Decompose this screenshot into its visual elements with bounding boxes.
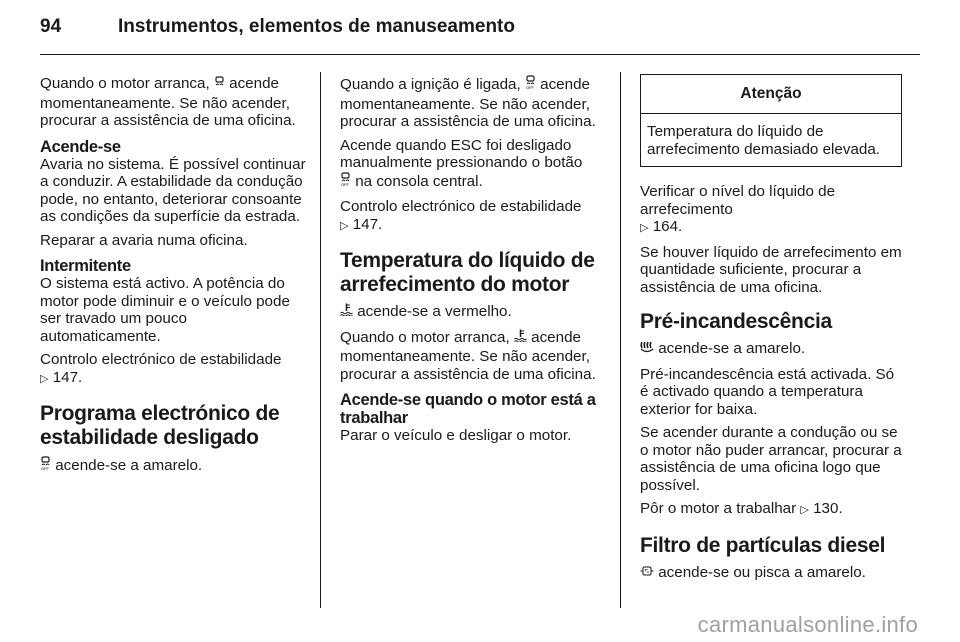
- section-title: Temperatura do líquido de arrefecimento do motor: [340, 249, 595, 296]
- reference-arrow-icon: ▷: [640, 222, 649, 234]
- paragraph: Avaria no sistema. É possível continuar a conduzir. A estabilidade da condução pode, no entanto, deteriorar consoante as condições da superfície da estrada.: [40, 155, 306, 225]
- paragraph: O sistema está activo. A potência do motor pode diminuir e o veículo pode ser travado um pouco automaticamente.: [40, 275, 290, 345]
- page-number: 94: [40, 16, 62, 37]
- paragraph: Verificar o nível do líquido de arrefecimento ▷ 164.: [640, 183, 836, 235]
- paragraph: acende-se a amarelo.: [640, 340, 902, 360]
- paragraph: Controlo electrónico de estabilidade ▷ 147.: [340, 198, 582, 233]
- chapter-title: Instrumentos, elementos de manuseamento: [118, 16, 515, 37]
- paragraph: OFF acende-se a amarelo.: [40, 456, 306, 477]
- section-heading: Acende-se: [40, 137, 121, 156]
- column-2: [340, 75, 606, 451]
- diesel-particle-filter-icon: [640, 565, 654, 584]
- svg-text:OFF: OFF: [341, 181, 349, 186]
- paragraph: Quando a ignição é ligada, OFF acende momentaneamente. Se não acender, procurar a assistência de uma oficina.: [340, 76, 596, 130]
- reference-arrow-icon: ▷: [340, 219, 349, 232]
- column-divider: [620, 72, 621, 608]
- reference-arrow-icon: ▷: [40, 372, 49, 385]
- paragraph: Se houver líquido de arrefecimento em quantidade suficiente, procurar a assistência de uma oficina.: [640, 243, 902, 296]
- svg-text:OFF: OFF: [525, 85, 534, 89]
- paragraph: acende-se a vermelho.: [340, 303, 606, 323]
- section-title: Programa electrónico de estabilidade desligado: [40, 402, 280, 449]
- column-1: [40, 75, 306, 483]
- attention-title: Atenção: [641, 75, 901, 114]
- section-heading: Intermitente: [40, 257, 131, 275]
- paragraph: Controlo electrónico de estabilidade ▷ 147.: [40, 351, 282, 386]
- page-reference[interactable]: 130.: [813, 500, 843, 517]
- svg-text:OFF: OFF: [41, 466, 49, 470]
- column-divider: [320, 72, 321, 608]
- paragraph: Pré-incandescência está activada. Só é activado quando a temperatura exterior for baixa.: [640, 365, 895, 418]
- attention-box: [640, 74, 902, 167]
- esc-off-icon: [525, 75, 536, 96]
- section-title: Pré-incandescência: [640, 310, 832, 333]
- page-reference[interactable]: 164.: [652, 218, 683, 235]
- esc-off-icon: [340, 172, 351, 193]
- page-reference[interactable]: 147.: [52, 368, 83, 386]
- coolant-temperature-icon: [340, 303, 353, 323]
- esc-off-icon: [40, 456, 51, 477]
- watermark: carmanualsonline.info: [697, 612, 918, 637]
- paragraph: Acende quando ESC foi desligado manualmente pressionando o botão OFF na consola central.: [340, 137, 606, 193]
- section-title: Filtro de partículas diesel: [640, 533, 886, 557]
- attention-body: Temperatura do líquido de arrefecimento demasiado elevada.: [647, 123, 881, 158]
- paragraph: Parar o veículo e desligar o motor.: [340, 427, 572, 444]
- paragraph: Quando o motor arranca, acende momentaneamente. Se não acender, procurar a assistência de uma oficina.: [340, 328, 596, 383]
- glow-plug-icon: [640, 341, 654, 360]
- coolant-temperature-icon: [514, 329, 527, 349]
- esc-car-skid-icon: [214, 76, 225, 95]
- paragraph: acende-se ou pisca a amarelo.: [640, 564, 902, 584]
- paragraph: Quando o motor arranca, acende momentaneamente. Se não acender, procurar a assistência de uma oficina.: [40, 75, 296, 129]
- column-3: [640, 74, 902, 589]
- paragraph: Se acender durante a condução ou se o motor não puder arrancar, procurar a assistência de uma oficina logo que possível.: [640, 424, 902, 494]
- section-heading: Acende-se quando o motor está a trabalhar: [340, 391, 596, 427]
- reference-arrow-icon: ▷: [800, 504, 809, 516]
- page-header: [40, 16, 920, 55]
- page-reference[interactable]: 147.: [352, 215, 383, 233]
- paragraph: Reparar a avaria numa oficina.: [40, 231, 248, 249]
- paragraph: Pôr o motor a trabalhar ▷ 130.: [640, 500, 843, 517]
